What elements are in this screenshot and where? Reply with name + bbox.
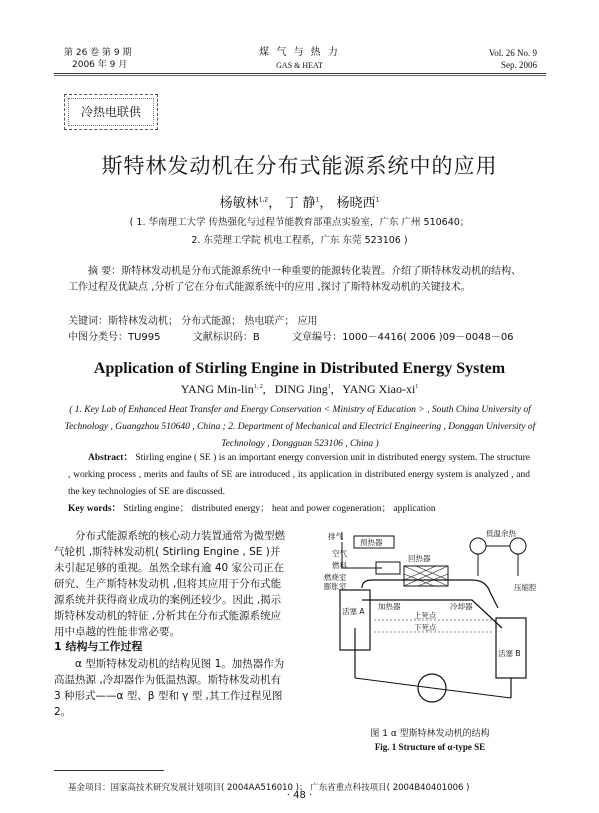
clc-value: TU995	[128, 332, 161, 343]
affiliation-1: ( 1. 华南理工大学 传热强化与过程节能教育部重点实验室，广东 广州 510640；	[129, 217, 470, 228]
journal-name: 煤 气 与 热 力	[259, 47, 340, 58]
journal-name-en: GAS & HEAT	[276, 61, 323, 70]
abstract-en	[68, 450, 530, 501]
author-1: 杨敏林	[219, 196, 259, 211]
label-compression: 压缩腔	[514, 583, 537, 592]
section-1-paragraph: α 型斯特林发动机的结构见图 1。加热器作为高温热源 ,冷却器作为低温热源。斯特林发动机有 3 种形式——α 型、β 型和 γ 型 ,其工作过程见图 2。	[54, 658, 285, 718]
label-low-temp-heat: 低温余热	[486, 529, 516, 538]
label-fuel: 燃料	[332, 561, 347, 570]
label-air: 空气	[332, 549, 347, 558]
journal-volume-en: Vol. 26 No. 9	[488, 48, 537, 58]
figure-1-diagram	[322, 528, 550, 714]
figure-1-caption-cn: 图 1 α 型斯特林发动机的结构	[370, 729, 490, 739]
keywords-cn	[68, 312, 318, 327]
footnote-rule	[54, 770, 164, 771]
author-2-en-sup: 1	[327, 384, 331, 390]
label-regenerator: 回热器	[408, 554, 431, 563]
keywords-cn-text: 斯特林发动机； 分布式能源； 热电联产； 应用	[108, 316, 318, 327]
author-1-en-sup: 1, 2	[253, 384, 263, 390]
classification-line	[68, 328, 514, 343]
affiliation-2: 2. 东莞理工学院 机电工程系，广东 东莞 523106 )	[191, 235, 408, 246]
keywords-cn-label: 关键词：	[68, 316, 108, 327]
label-cylinder-b: 活塞 B	[498, 649, 521, 658]
page-number: · 48 ·	[286, 790, 313, 801]
heat-exchanger-1	[470, 538, 486, 554]
label-preheater: 预热器	[360, 538, 383, 547]
journal-date-en: Sep. 2006	[501, 60, 537, 70]
doc-code-value: B	[252, 332, 260, 343]
connecting-rods	[355, 678, 511, 698]
journal-date: 2006 年 9 月	[72, 60, 128, 70]
journal-volume: 第 26 卷 第 9 期	[64, 48, 132, 58]
author-2-en: DING Jing	[274, 382, 328, 396]
section-1-heading: 1 结构与工作过程	[54, 640, 143, 653]
keywords-en-label: Key words：	[68, 504, 122, 514]
heat-exchanger-2	[510, 538, 526, 554]
keywords-en-text: Stirling engine； distributed energy； heat and power cogeneration； application	[123, 504, 436, 514]
regenerator-hatch	[404, 566, 448, 586]
author-3-en-sup: 1	[415, 384, 419, 390]
author-1-en: YANG Min-lin	[180, 382, 254, 396]
label-top-dead: 上死点	[414, 611, 437, 620]
header-rule-thin	[54, 75, 546, 76]
clc-label: 中图分类号：	[68, 332, 128, 343]
label-combustor: 燃烧室	[324, 573, 347, 582]
abstract-cn-text: 斯特林发动机是分布式能源系统中一种重要的能源转化装置。介绍了斯特林发动机的结构、工作过程及优缺点 ,分析了它在分布式能源系统中的应用 ,探讨了斯特林发动机的关键技术。	[68, 266, 522, 293]
author-3-sup: 1	[375, 196, 380, 204]
hx-pipes	[478, 554, 518, 576]
author-list	[0, 192, 599, 211]
abstract-cn-label: 摘 要：	[88, 266, 122, 277]
author-3-en: YANG Xiao-xi	[342, 382, 416, 396]
article-no-label: 文章编号：	[292, 332, 343, 343]
abstract-en-label: Abstract：	[88, 453, 133, 463]
author-sep: ，	[268, 196, 282, 211]
abstract-en-text: Stirling engine ( SE ) is an important energy conversion unit in distributed energy system. The structure , working process , merits and faults of SE are introduced , its application in distributed energy system is analyzed , and the key technologies of SE are discussed.	[68, 453, 531, 497]
abstract-cn	[68, 264, 530, 296]
intro-paragraph: 分布式能源系统的核心动力装置通常为微型燃气轮机 ,斯特林发动机( Stirling Engine , SE )并未引起足够的重视。虽然全球有逾 40 家公司正在研究、生产斯特林发动机 ,但将其应用于分布式能源系统并获得商业成功的案例还较少。因此 ,揭示斯特林发动机的特征 ,分析其在分布式能源系统应用中卓越的性能非常必要。	[54, 530, 285, 638]
label-cylinder-a: 活塞 A	[342, 607, 365, 616]
author-2-sup: 1	[315, 196, 320, 204]
label-expansion: 膨胀室	[324, 582, 347, 591]
author-3: 杨晓西	[336, 196, 376, 211]
header-rule	[54, 73, 546, 74]
author-list-en: YANG Min-lin$^{1, 2}$, DING Jing$^1$, YANG Xiao-$xi^1$	[180, 382, 419, 396]
funding-note: 基金项目：国家高技术研究发展计划项目( 2004AA516010 )； 广东省重点科技项目( 2004B40401006 )	[68, 783, 470, 793]
author-2: 丁 静	[285, 196, 316, 211]
figure-1-caption-en: Fig. 1 Structure of α-type SE	[374, 742, 486, 752]
label-heater: 加热器	[378, 602, 401, 611]
author-sep: ，	[319, 196, 333, 211]
column-badge	[64, 94, 158, 130]
paper-title: 斯特林发动机在分布式能源系统中的应用	[101, 154, 498, 178]
author-1-sup: 1,2	[258, 196, 269, 204]
paper-title-en: Application of Stirling Engine in Distributed Energy System	[93, 360, 506, 377]
keywords-en	[68, 500, 436, 514]
label-cooler: 冷却器	[450, 602, 473, 611]
article-no-value: 1000－4416( 2006 )09－0048－06	[342, 332, 514, 343]
affiliation-en: ( 1. Key Lab of Enhanced Heat Transfer and Energy Conservation < Ministry of Education > , South China University of Technology , Guangzhou 510640 , China ; 2. Department of Mechanical and Electricl Engineering , Donggan University of Technology , Dongguan 523106 , China )	[64, 405, 536, 449]
doc-code-label: 文献标识码：	[192, 332, 253, 343]
column-badge-label: 冷热电联供	[68, 98, 154, 126]
label-bottom-dead: 下死点	[414, 623, 437, 632]
label-exhaust: 排气	[328, 532, 343, 541]
